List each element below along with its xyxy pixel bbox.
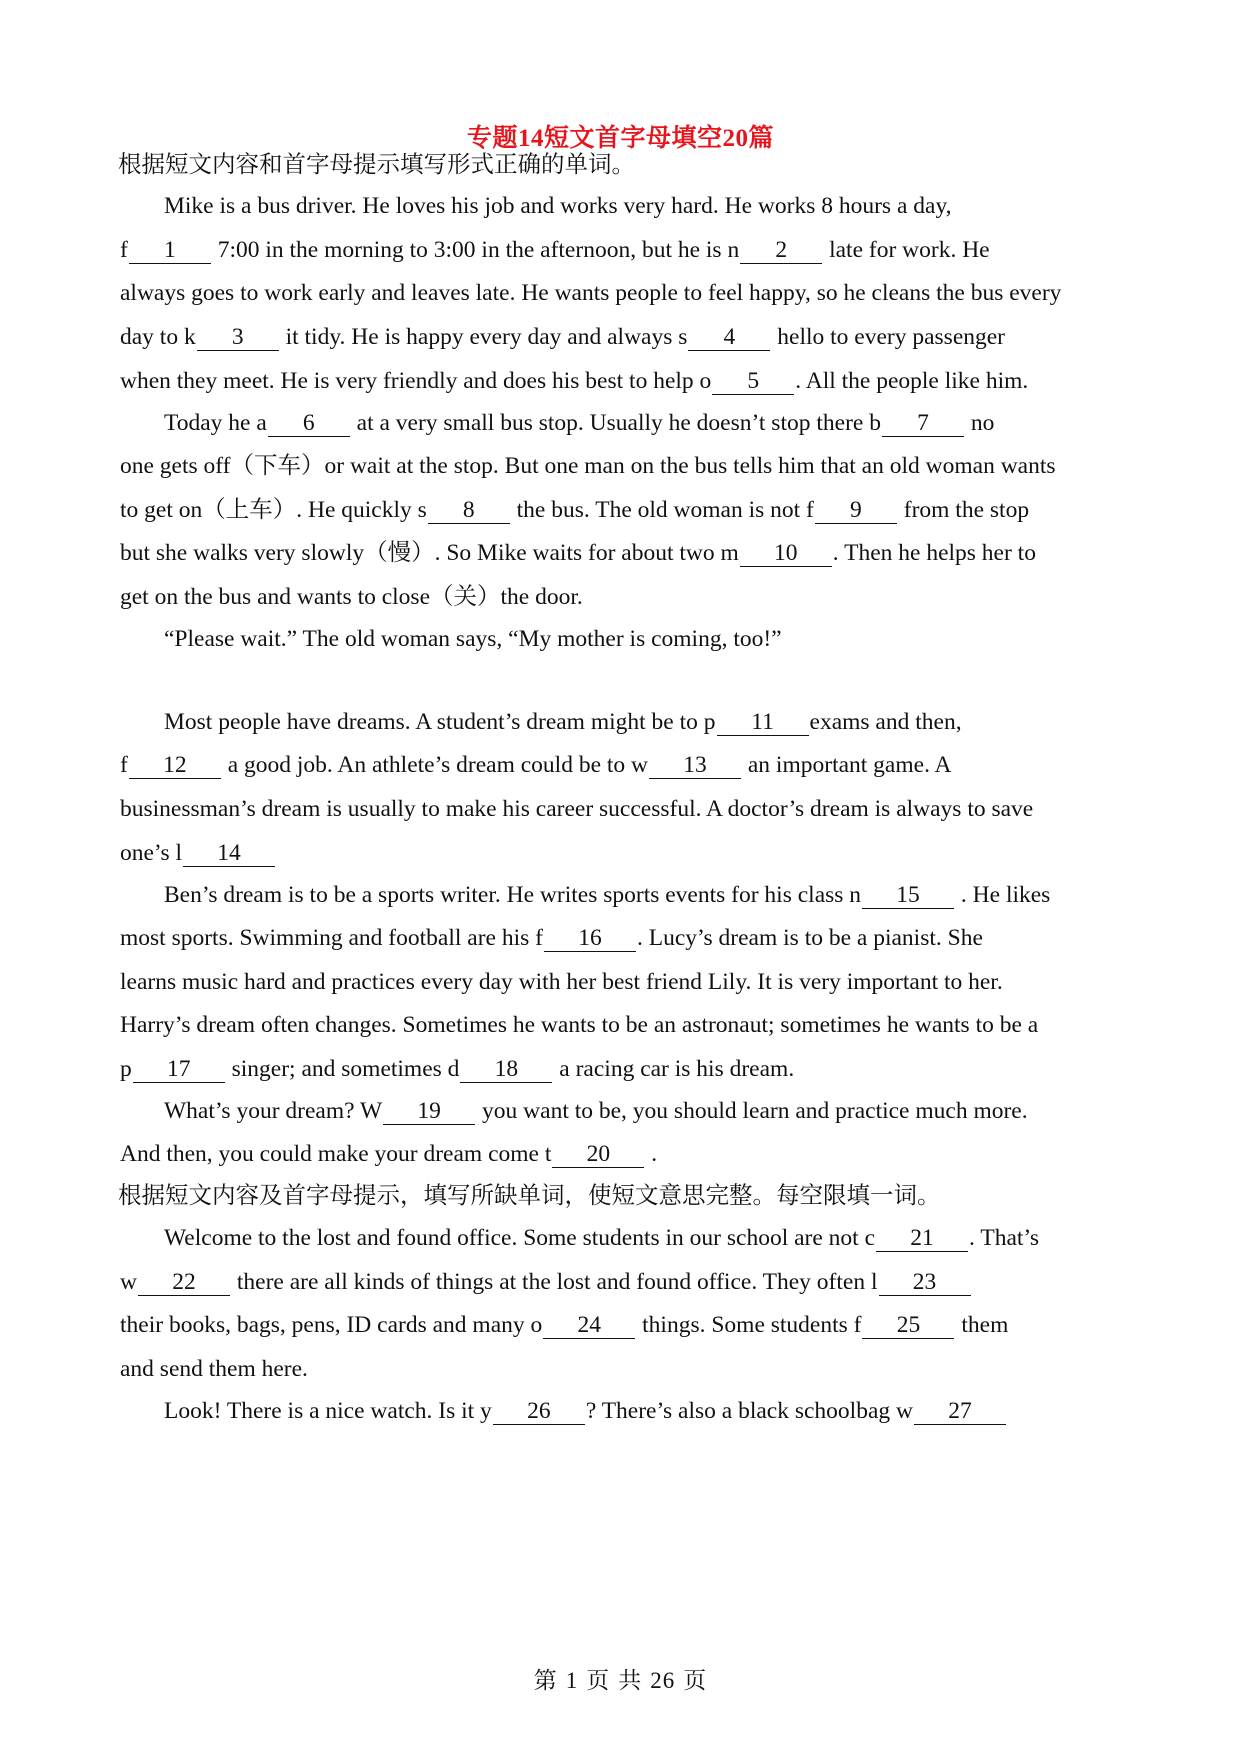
answer-blank[interactable]: 5 [712,368,794,395]
footer-page-word: 页 [586,1668,611,1693]
text-segment: an important game. A [742,752,952,778]
text-segment: What’s your dream? W [164,1098,383,1124]
text-segment: but she walks very slowly（慢）. So Mike waits for about two m [120,540,739,566]
page-footer [0,1662,1241,1695]
text-segment: things. Some students f [636,1312,862,1338]
text-line [120,1310,1130,1340]
text-segment: f [120,237,128,263]
instructions-1: 根据短文内容和首字母提示填写形式正确的单词。 [118,152,635,178]
text-segment: at a very small bus stop. Usually he doesn’t stop there b [350,410,881,436]
text-segment: . Lucy’s dream is to be a pianist. She [636,925,983,951]
page-title: 专题14短文首字母填空20篇 [466,125,774,152]
text-line [164,408,1130,438]
text-line [120,967,1130,997]
text-segment: And then, you could make your dream come t [120,1141,552,1167]
text-line [120,322,1130,352]
text-segment: late for work. He [823,237,990,263]
text-line [120,366,1130,396]
text-segment: w [120,1269,137,1295]
text-line [120,1267,1130,1297]
text-line [164,707,1130,737]
answer-blank[interactable]: 8 [428,497,510,524]
answer-blank[interactable]: 17 [133,1056,225,1083]
text-line [120,1054,1130,1084]
text-segment: when they meet. He is very friendly and does his best to help o [120,368,712,394]
text-line [164,1223,1130,1253]
text-segment: “Please wait.” The old woman says, “My mother is coming, too!” [164,626,782,652]
text-segment: always goes to work early and leaves late. He wants people to feel happy, so he cleans the bus every [120,280,1062,306]
text-line [164,191,1130,221]
text-segment: ? There’s also a black schoolbag w [585,1398,913,1424]
text-segment: Today he a [164,410,267,436]
text-segment: them [955,1312,1009,1338]
text-segment: . That’s [969,1225,1040,1251]
answer-blank[interactable]: 18 [460,1056,552,1083]
footer-suffix: 页 [683,1668,708,1693]
answer-blank[interactable]: 24 [543,1312,635,1339]
text-segment: there are all kinds of things at the lost and found office. They often l [230,1269,878,1295]
answer-blank[interactable]: 25 [862,1312,954,1339]
text-segment: Ben’s dream is to be a sports writer. He writes sports events for his class n [164,882,862,908]
text-segment: . He likes [955,882,1051,908]
text-line [120,582,1130,612]
text-segment: a good job. An athlete’s dream could be to w [221,752,648,778]
answer-blank[interactable]: 16 [544,925,636,952]
text-segment: Welcome to the lost and found office. Some students in our school are not c [164,1225,876,1251]
footer-page-number: 1 [565,1668,579,1693]
answer-blank[interactable]: 27 [914,1398,1006,1425]
text-segment: exams and then, [809,709,962,735]
answer-blank[interactable]: 9 [815,497,897,524]
instructions-2: 根据短文内容及首字母提示，填写所缺单词，使短文意思完整。每空限填一词。 [118,1183,941,1209]
answer-blank[interactable]: 13 [649,752,741,779]
text-line [164,624,1130,654]
answer-blank[interactable]: 20 [552,1141,644,1168]
text-line [164,1096,1130,1126]
answer-blank[interactable]: 21 [876,1225,968,1252]
text-segment: . All the people like him. [795,368,1029,394]
text-segment: get on the bus and wants to close（关）the door. [120,584,583,610]
text-segment: 7:00 in the morning to 3:00 in the afternoon, but he is n [211,237,740,263]
text-segment: Mike is a bus driver. He loves his job and works very hard. He works 8 hours a day, [164,193,952,219]
text-line [120,750,1130,780]
answer-blank[interactable]: 19 [383,1098,475,1125]
text-segment: no [964,410,995,436]
answer-blank[interactable]: 1 [129,237,211,264]
answer-blank[interactable]: 23 [879,1269,971,1296]
footer-total-pages: 26 [650,1668,676,1693]
text-line [120,1354,1130,1384]
footer-total-word: 共 [618,1668,643,1693]
text-segment: the bus. The old woman is not f [510,497,814,523]
text-segment: one’s l [120,840,183,866]
text-segment: it tidy. He is happy every day and always s [279,324,688,350]
text-segment: . Then he helps her to [832,540,1036,566]
text-line [120,1139,1130,1169]
footer-prefix: 第 [533,1668,558,1693]
text-segment: . [645,1141,658,1167]
text-segment: a racing car is his dream. [553,1056,795,1082]
text-line [164,880,1130,910]
answer-blank[interactable]: 12 [129,752,221,779]
text-segment: Look! There is a nice watch. Is it y [164,1398,492,1424]
text-line [120,451,1130,481]
text-segment: f [120,752,128,778]
answer-blank[interactable]: 14 [183,840,275,867]
text-segment: hello to every passenger [771,324,1006,350]
text-segment: learns music hard and practices every day with her best friend Lily. It is very important to her. [120,969,1003,995]
text-line [120,495,1130,525]
answer-blank[interactable]: 15 [862,882,954,909]
answer-blank[interactable]: 26 [493,1398,585,1425]
answer-blank[interactable]: 10 [740,540,832,567]
text-segment: most sports. Swimming and football are his f [120,925,543,951]
text-segment: their books, bags, pens, ID cards and many o [120,1312,543,1338]
text-segment: Harry’s dream often changes. Sometimes he wants to be an astronaut; sometimes he wants to be a [120,1012,1039,1038]
text-line [120,923,1130,953]
text-line [120,278,1130,308]
answer-blank[interactable]: 4 [688,324,770,351]
text-segment: and send them here. [120,1356,308,1382]
text-segment: businessman’s dream is usually to make his career successful. A doctor’s dream is always to save [120,796,1034,822]
text-line [120,235,1130,265]
answer-blank[interactable]: 2 [740,237,822,264]
text-segment: day to k [120,324,196,350]
text-line [120,1010,1130,1040]
answer-blank[interactable]: 3 [197,324,279,351]
answer-blank[interactable]: 11 [717,709,809,736]
answer-blank[interactable]: 7 [882,410,964,437]
answer-blank[interactable]: 22 [138,1269,230,1296]
text-line [120,794,1130,824]
text-segment: you want to be, you should learn and practice much more. [476,1098,1028,1124]
text-line [164,1396,1130,1426]
text-segment: Most people have dreams. A student’s dream might be to p [164,709,716,735]
text-segment: from the stop [897,497,1030,523]
text-segment: singer; and sometimes d [225,1056,460,1082]
text-line [120,838,1130,868]
text-segment: to get on（上车）. He quickly s [120,497,427,523]
text-segment: p [120,1056,132,1082]
text-line [120,538,1130,568]
answer-blank[interactable]: 6 [268,410,350,437]
text-segment: one gets off（下车）or wait at the stop. But one man on the bus tells him that an old woman wants [120,453,1056,479]
